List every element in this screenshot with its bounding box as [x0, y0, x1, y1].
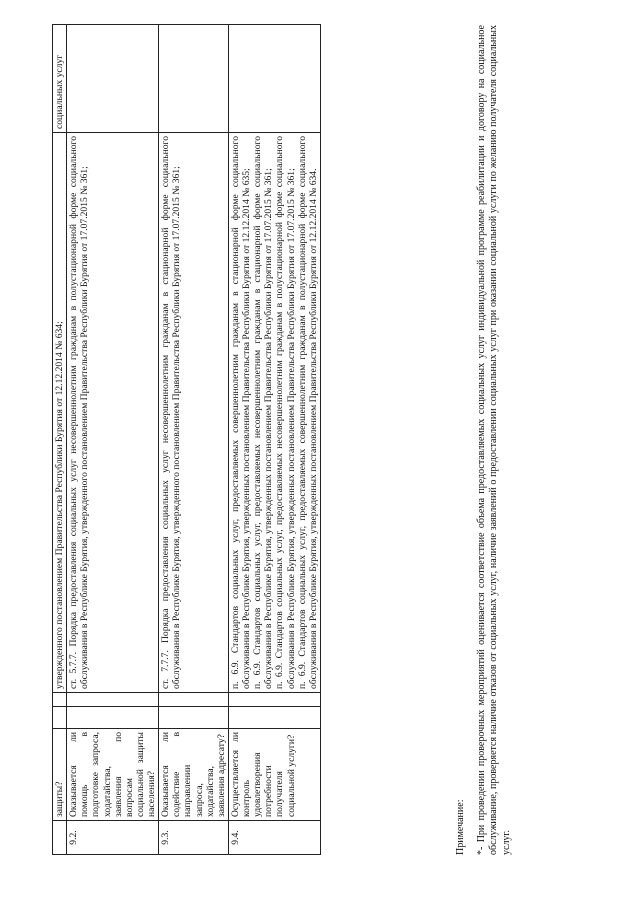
reference-cell — [53, 133, 67, 693]
remark-cell — [228, 25, 320, 133]
blank-cell — [53, 707, 67, 729]
remark-cell — [159, 25, 229, 133]
reference-text: ст. 5.7.7. Порядка предоставления социальных услуг несовершеннолетним гражданам в полустационарной форме социального обслуживания в Республике Бурятия, утвержденного постановлением Правительства Республики Бурятия от 17.07.2015 № 361; — [68, 136, 91, 689]
row-number: 9.3. — [159, 821, 229, 855]
row-number — [53, 821, 67, 855]
reference-text: п. 6.9. Стандартов социальных услуг, предоставляемых совершеннолетним гражданам в полустационарной форме социального обслуживания в Республике Бурятия, утвержденных постановлением Правительства Республики Бурятия от 12.12.2014 № 634. — [296, 136, 319, 689]
blank-cell — [67, 707, 159, 729]
reference-text: п. 6.9. Стандартов социальных услуг, предоставляемых совершеннолетним гражданам в стационарной форме социального обслуживания в Республике Бурятия, утвержденных постановлением Правительства Республики Бурятия от 12.12.2014 № 635; — [229, 136, 252, 689]
blank-cell — [159, 707, 229, 729]
blank-cell — [228, 693, 320, 707]
question-cell: Оказывается ли содействие в направлении запроса, ходатайства, заявления адресату? — [159, 729, 229, 821]
table-body — [53, 25, 321, 855]
blank-cell — [228, 707, 320, 729]
reference-cell — [228, 133, 320, 693]
reference-text: п. 6.9. Стандартов социальных услуг, предоставляемых несовершеннолетним гражданам в полустационарной форме социального обслуживания в Республике Бурятия, утвержденных постановлением Правительства Республики Бурятия от 17.07.2015 № 361; — [274, 136, 297, 689]
row-number: 9.4. — [228, 821, 320, 855]
blank-cell — [159, 693, 229, 707]
remark-cell: социальных услуг — [53, 25, 67, 133]
reference-text: утвержденного постановлением Правительства Республики Бурятия от 12.12.2014 № 634; — [54, 321, 65, 689]
table-row — [53, 25, 67, 855]
remark-cell — [67, 25, 159, 133]
question-cell: Оказывается ли помощь в подготовке запроса, ходатайства, заявления по вопросам социальной защиты населения? — [67, 729, 159, 821]
reference-text: ст. 7.7.7. Порядка предоставления социальных услуг несовершеннолетним гражданам в стационарной форме социального обслуживания в Республике Бурятия, утвержденного постановлением Правительства Республики Бурятия от 17.07.2015 № 361; — [160, 136, 183, 689]
table-row — [67, 25, 159, 855]
table-row — [228, 25, 320, 855]
reference-cell — [67, 133, 159, 693]
row-number: 9.2. — [67, 821, 159, 855]
question-cell: Осуществляется ли контроль удовлетворения потребности получателя социальной услуги? — [228, 729, 320, 821]
notes-text: *- При проведении проверочных мероприятий оценивается соответствие объема предоставляемых социальных услуг индивидуальной программе реабилитации и договору на социальное обслуживание, проверяется наличие отказов от социальных услуг, наличие заявлений о предоставлении социальных услуг при оказании социальной услуги по желанию получателя социальных услуг. — [475, 25, 512, 855]
table-row — [159, 25, 229, 855]
blank-cell — [67, 693, 159, 707]
blank-cell — [53, 693, 67, 707]
reference-text: п. 6.9. Стандартов социальных услуг, предоставляемых несовершеннолетним гражданам в стационарной форме социального обслуживания в Республике Бурятия, утвержденных постановлением Правительства Республики Бурятия от 17.07.2015 № 361; — [252, 136, 275, 689]
reference-cell — [159, 133, 229, 693]
notes-section — [455, 25, 513, 855]
checklist-table — [52, 24, 321, 855]
notes-heading: Примечание: — [455, 799, 466, 855]
question-cell: защиты? — [53, 729, 67, 821]
